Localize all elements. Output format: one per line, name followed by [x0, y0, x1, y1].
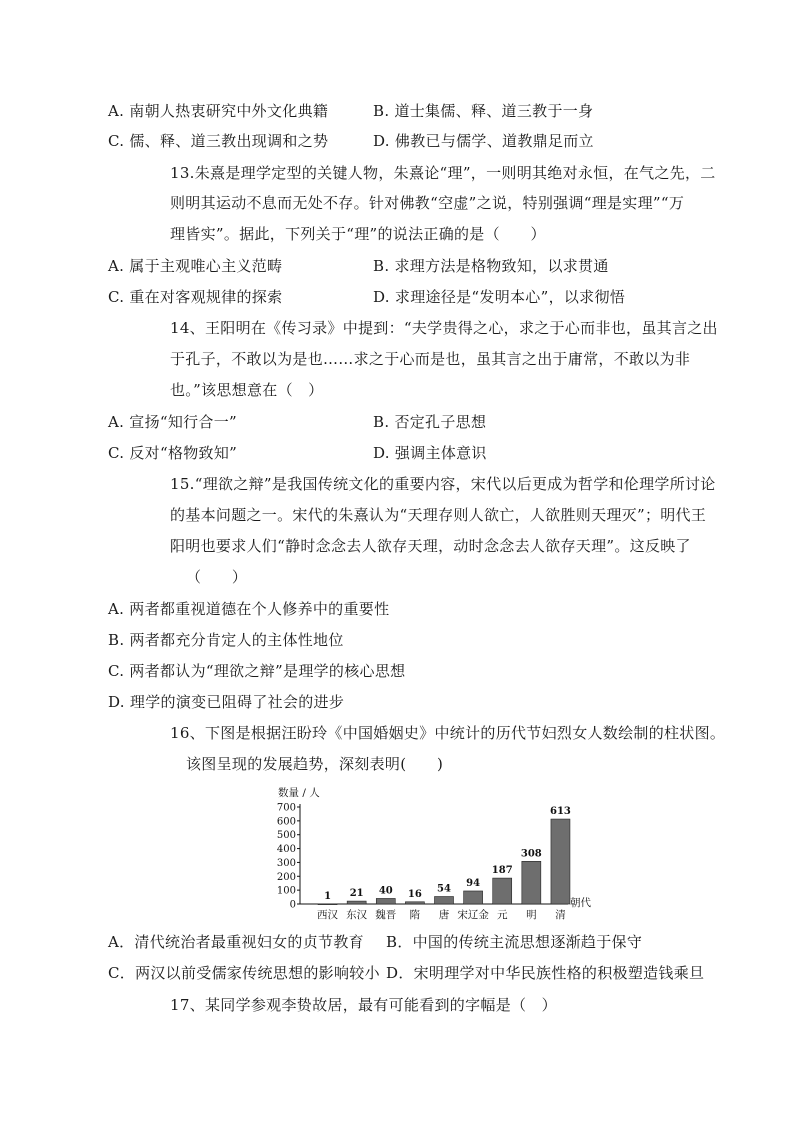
chart-bar [493, 878, 512, 904]
chart-bar [347, 901, 366, 904]
chart-bar [464, 891, 483, 904]
q15-stem-line-4: （ ） [186, 568, 248, 586]
chart-data-label: 613 [550, 806, 571, 818]
q15-stem-line-3: 阳明也要求人们“静时念念去人欲存天理，动时念念去人欲存天理”。这反映了 [170, 537, 691, 555]
chart-data-label: 187 [491, 865, 513, 877]
q14-option-c: C. 反对“格物致知” [108, 444, 238, 462]
q13-stem-line-2: 则明其运动不息而无处不存。针对佛教“空虚”之说，特别强调“理是实理”“万 [170, 194, 685, 212]
chart-category-label: 魏晋 [375, 909, 397, 921]
chart-category-label: 明 [526, 909, 537, 921]
chart-category-label: 清 [555, 909, 566, 921]
q13-option-d: D. 求理途径是“发明本心”，以求彻悟 [373, 288, 626, 306]
chart-data-label: 16 [407, 888, 422, 900]
q16-stem-line-1: 16、下图是根据汪盼玲《中国婚姻史》中统计的历代节妇烈女人数绘制的柱状图。 [170, 724, 726, 742]
chart-category-label: 隋 [409, 909, 421, 921]
chart-y-axis-label: 数量 / 人 [278, 787, 320, 799]
q14-option-a: A. 宣扬“知行合一” [108, 413, 238, 431]
q13-stem-line-1: 13.朱熹是理学定型的关键人物，朱熹论“理”，一则明其绝对永恒，在气之先，二 [170, 164, 716, 182]
q14-stem-line-3: 也。”该思想意在（ ） [170, 381, 324, 399]
chart-data-label: 1 [324, 890, 332, 902]
chart-data-label: 308 [520, 848, 542, 860]
q16-option-b: B．中国的传统主流思想逐渐趋于保守 [386, 933, 643, 951]
chart-bar [551, 819, 570, 904]
q15-stem-line-2: 的基本问题之一。宋代的朱熹认为“天理存则人欲亡，人欲胜则天理灭”；明代王 [170, 506, 707, 524]
q14-stem-line-1: 14、王阳明在《传习录》中提到：“夫学贵得之心，求之于心而非也，虽其言之出 [170, 319, 718, 337]
q15-option-b: B. 两者都充分肯定人的主体性地位 [108, 631, 344, 649]
q15-option-c: C. 两者都认为“理欲之辩”是理学的核心思想 [108, 662, 406, 680]
q16-option-d: D．宋明理学对中华民族性格的积极塑造钱乘旦 [386, 964, 705, 982]
chart-y-tick-label: 300 [276, 857, 296, 869]
q13-stem-line-3: 理皆实”。据此，下列关于“理”的说法正确的是（ ） [170, 225, 546, 243]
dynasty-bar-chart [270, 782, 610, 922]
chart-category-label: 元 [496, 909, 508, 921]
chart-data-label: 40 [378, 885, 393, 897]
chart-bar [318, 904, 337, 905]
q13-option-a: A. 属于主观唯心主义范畴 [108, 257, 283, 275]
chart-bar [435, 897, 454, 904]
q14-option-d: D. 强调主体意识 [373, 444, 487, 462]
q12-option-a: A. 南朝人热衷研究中外文化典籍 [108, 102, 329, 120]
chart-y-tick-label: 700 [276, 802, 296, 814]
q13-option-c: C. 重在对客观规律的探索 [108, 288, 283, 306]
q16-stem-line-2: 该图呈现的发展趋势，深刻表明( ) [186, 755, 444, 773]
q12-option-d: D. 佛教已与儒学、道教鼎足而立 [373, 132, 594, 150]
chart-category-label: 宋辽金 [457, 909, 489, 921]
chart-data-label: 94 [466, 877, 481, 889]
q14-option-b: B. 否定孔子思想 [373, 413, 487, 431]
q12-option-b: B. 道士集儒、释、道三教于一身 [373, 102, 594, 120]
q12-option-c: C. 儒、释、道三教出现调和之势 [108, 132, 329, 150]
q14-stem-line-2: 于孔子，不敢以为是也……求之于心而是也，虽其言之出于庸常，不敢以为非 [170, 350, 691, 368]
q15-stem-line-1: 15.“理欲之辩”是我国传统文化的重要内容，宋代以后更成为哲学和伦理学所讨论 [170, 475, 716, 493]
chart-y-tick-label: 500 [276, 830, 296, 842]
chart-category-label: 西汉 [317, 909, 339, 921]
chart-y-tick-label: 400 [276, 844, 296, 856]
chart-data-label: 54 [437, 883, 451, 895]
chart-y-tick-label: 200 [276, 871, 296, 883]
q15-option-d: D. 理学的演变已阻碍了社会的进步 [108, 693, 345, 711]
chart-bar [376, 898, 395, 904]
chart-category-label: 唐 [438, 909, 450, 921]
chart-y-tick-label: 600 [276, 816, 296, 828]
q16-option-c: C．两汉以前受儒家传统思想的影响较小 [108, 964, 380, 982]
chart-category-label: 东汉 [346, 909, 368, 921]
chart-y-tick-label: 0 [289, 899, 296, 911]
chart-x-axis-label: 朝代 [570, 897, 591, 909]
q17-stem-line-1: 17、某同学参观李贽故居，最有可能看到的字幅是（ ） [170, 996, 557, 1014]
chart-data-label: 21 [349, 888, 364, 900]
q15-option-a: A. 两者都重视道德在个人修养中的重要性 [108, 600, 390, 618]
chart-bar [522, 861, 541, 904]
q13-option-b: B. 求理方法是格物致知，以求贯通 [373, 257, 609, 275]
chart-bar [405, 902, 424, 904]
chart-y-tick-label: 100 [276, 885, 296, 897]
q16-option-a: A．清代统治者最重视妇女的贞节教育 [108, 933, 364, 951]
